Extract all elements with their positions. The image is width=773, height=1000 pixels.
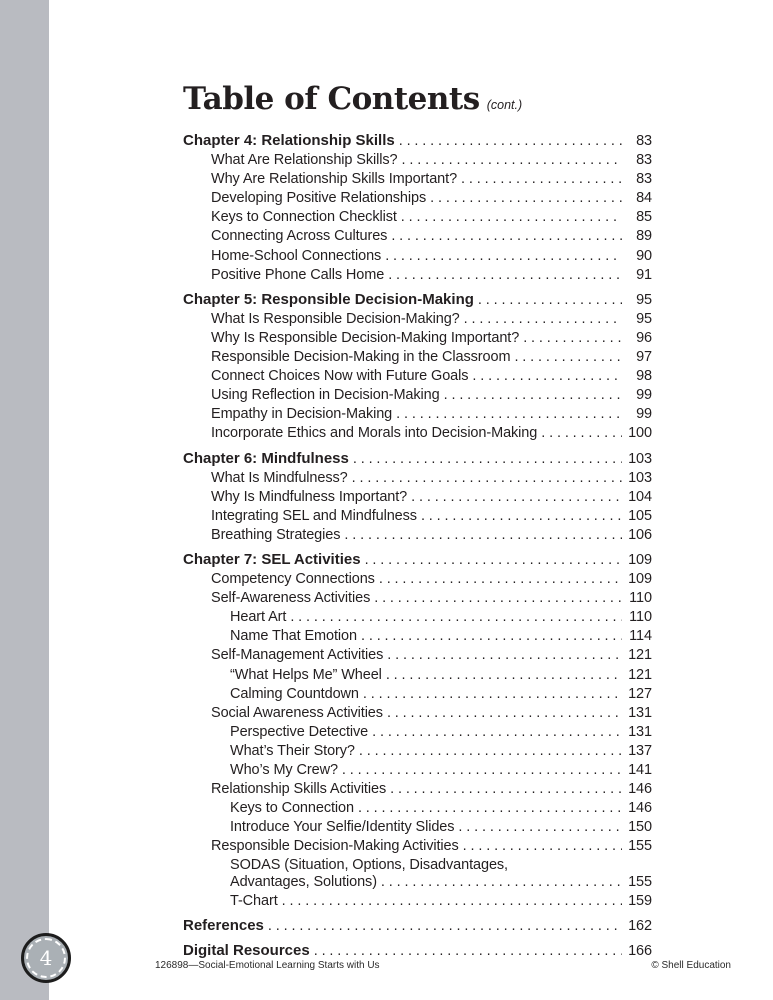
toc-entry-label: What Are Relationship Skills? (211, 152, 398, 169)
toc-entry-label: What Is Mindfulness? (211, 469, 348, 486)
toc-entry-page: 83 (636, 171, 652, 188)
toc-entry-page: 83 (636, 152, 652, 169)
toc-entry-label: Competency Connections (211, 571, 375, 588)
toc-entry-label: Responsible Decision-Making Activities (211, 838, 459, 855)
toc-entry (183, 266, 652, 285)
toc-entry-page: 95 (636, 291, 652, 308)
dot-leader (541, 424, 622, 443)
dot-leader (385, 247, 622, 266)
toc-entry (183, 761, 652, 780)
dot-leader (282, 892, 622, 911)
toc-entry-page: 97 (636, 349, 652, 366)
dot-leader (411, 488, 622, 507)
toc-entry-page: 99 (636, 406, 652, 423)
dot-leader (430, 189, 622, 208)
toc-entry-page: 110 (629, 590, 652, 607)
toc-entry-label: Using Reflection in Decision-Making (211, 387, 440, 404)
toc-entry-label: “What Helps Me” Wheel (230, 666, 382, 683)
dot-leader (353, 450, 622, 469)
toc-entry-label: Integrating SEL and Mindfulness (211, 507, 417, 524)
toc-entry (183, 170, 652, 189)
toc-entry-page: 104 (628, 488, 652, 505)
dot-leader (390, 780, 622, 799)
toc-entry-label: What’s Their Story? (230, 742, 355, 759)
toc-entry (183, 469, 652, 488)
toc-entry (183, 329, 652, 348)
toc-entry-label: Home-School Connections (211, 247, 382, 264)
toc-entry (183, 873, 652, 892)
toc-entry (183, 589, 652, 608)
toc-entry-page: 85 (636, 209, 652, 226)
toc-entry (183, 892, 652, 911)
toc-list (183, 131, 652, 961)
toc-entry-page: 103 (628, 469, 652, 486)
toc-entry-page: 159 (628, 893, 652, 910)
toc-entry-label: Why Are Relationship Skills Important? (211, 171, 458, 188)
toc-entry (183, 367, 652, 386)
toc-entry (183, 570, 652, 589)
toc-entry (183, 386, 652, 405)
toc-entry (183, 189, 652, 208)
dot-leader (514, 348, 622, 367)
toc-entry (183, 780, 652, 799)
toc-entry-page: 146 (628, 781, 652, 798)
dot-leader (391, 227, 622, 246)
toc-entry-label: Social Awareness Activities (211, 704, 383, 721)
toc-entry-label: Connecting Across Cultures (211, 228, 388, 245)
toc-entry (183, 151, 652, 170)
toc-entry (183, 608, 652, 627)
toc-entry-page: 106 (628, 526, 652, 543)
toc-entry-page: 91 (636, 266, 652, 283)
toc-entry-page: 109 (628, 571, 652, 588)
dot-leader (358, 799, 622, 818)
dot-leader (268, 917, 622, 936)
toc-entry (183, 837, 652, 856)
toc-entry (183, 799, 652, 818)
toc-entry (183, 227, 652, 246)
dot-leader (342, 761, 622, 780)
dot-leader (361, 627, 622, 646)
dot-leader (359, 742, 622, 761)
toc-entry-label: Digital Resources (183, 942, 310, 960)
toc-entry-page: 84 (636, 190, 652, 207)
toc-entry (183, 290, 652, 310)
toc-entry (183, 704, 652, 723)
toc-entry-label: T-Chart (230, 893, 278, 910)
toc-entry-label: Chapter 4: Relationship Skills (183, 132, 395, 149)
dot-leader (401, 208, 622, 227)
toc-entry-label: Keys to Connection Checklist (211, 209, 397, 226)
toc-entry-page: 155 (628, 838, 652, 855)
page-number-badge (21, 933, 71, 983)
toc-entry (183, 818, 652, 837)
toc-entry (183, 646, 652, 665)
toc-entry-label: Heart Art (230, 609, 287, 626)
toc-entry-page: 155 (628, 874, 652, 891)
toc-entry-page: 95 (636, 310, 652, 327)
dot-leader (379, 570, 622, 589)
toc-entry-label: Incorporate Ethics and Morals into Decision-Making (211, 425, 538, 442)
page-title-text: Table of Contents (183, 81, 480, 117)
toc-entry-page: 137 (628, 742, 652, 759)
toc-entry (183, 723, 652, 742)
toc-entry (183, 449, 652, 469)
toc-entry-label: Chapter 6: Mindfulness (183, 449, 349, 467)
toc-entry-label: Positive Phone Calls Home (211, 266, 385, 283)
toc-entry (183, 348, 652, 367)
toc-entry-page: 150 (628, 819, 652, 836)
dot-leader (363, 685, 622, 704)
toc-entry (183, 627, 652, 646)
toc-entry-page: 89 (636, 228, 652, 245)
dot-leader (372, 723, 622, 742)
toc-entry-page: 127 (628, 685, 652, 702)
dot-leader (444, 386, 622, 405)
toc-entry-label: Who’s My Crew? (230, 762, 338, 778)
toc-entry-page: 131 (628, 723, 652, 740)
toc-entry (183, 310, 652, 329)
toc-entry-label: Empathy in Decision-Making (211, 406, 393, 423)
dot-leader (386, 666, 622, 685)
toc-entry (183, 550, 652, 570)
toc-entry (183, 424, 652, 443)
toc-entry (183, 488, 652, 507)
page-number: 4 (39, 946, 53, 970)
toc-entry-page: 121 (628, 647, 652, 664)
toc-entry-label: Keys to Connection (230, 800, 354, 817)
toc-entry-page: 99 (636, 387, 652, 404)
dot-leader (399, 132, 622, 151)
toc-entry-label: Self-Management Activities (211, 647, 384, 664)
footer-publisher: © Shell Education (651, 960, 731, 971)
toc-entry-page: 96 (636, 329, 652, 346)
dot-leader (365, 551, 622, 570)
toc-entry (183, 247, 652, 266)
dot-leader (523, 329, 622, 348)
toc-entry (183, 405, 652, 424)
toc-entry (183, 742, 652, 761)
dot-leader (458, 818, 622, 837)
dot-leader (478, 291, 622, 310)
dot-leader (387, 646, 622, 665)
toc-entry-label: Why Is Responsible Decision-Making Important? (211, 329, 520, 346)
toc-entry-page: 141 (628, 762, 652, 778)
toc-entry (183, 666, 652, 685)
toc-entry-label: Developing Positive Relationships (211, 190, 427, 207)
toc-entry-page: 131 (628, 704, 652, 721)
toc-entry-label: What Is Responsible Decision-Making? (211, 310, 460, 327)
dot-leader (344, 526, 622, 545)
toc-entry-label: Connect Choices Now with Future Goals (211, 368, 469, 385)
dot-leader (381, 873, 622, 892)
page-title (183, 82, 652, 122)
dot-leader (388, 266, 622, 285)
toc-entry-page: 83 (636, 133, 652, 149)
toc-entry-label: Breathing Strategies (211, 526, 341, 543)
toc-entry-page: 146 (628, 800, 652, 817)
page-footer (0, 958, 773, 974)
toc-entry-page: 166 (628, 943, 652, 960)
dot-leader (421, 507, 622, 526)
toc-entry-page: 110 (629, 609, 652, 626)
toc-entry-page: 103 (628, 450, 652, 467)
toc-entry (183, 526, 652, 545)
dot-leader (402, 151, 623, 170)
toc-entry-page: 100 (628, 425, 652, 442)
dot-leader (461, 170, 622, 189)
dot-leader (290, 608, 622, 627)
toc-entry (183, 916, 652, 936)
toc-entry-page: 162 (628, 918, 652, 935)
toc-page-content (183, 82, 652, 961)
dot-leader (352, 469, 622, 488)
toc-entry-label: Advantages, Solutions) (230, 874, 377, 891)
toc-entry-label: Why Is Mindfulness Important? (211, 488, 408, 505)
dot-leader (463, 837, 622, 856)
toc-entry-label: Introduce Your Selfie/Identity Slides (230, 819, 455, 836)
toc-entry-label: Self-Awareness Activities (211, 590, 371, 607)
toc-entry (183, 208, 652, 227)
toc-entry-label: Chapter 7: SEL Activities (183, 550, 361, 568)
dot-leader (374, 589, 622, 608)
toc-entry-page: 121 (628, 666, 652, 683)
toc-entry-label: Calming Countdown (230, 685, 359, 702)
toc-entry (183, 685, 652, 704)
toc-entry-label: Relationship Skills Activities (211, 781, 387, 798)
toc-entry-label: SODAS (Situation, Options, Disadvantages, (230, 857, 508, 874)
toc-entry-page: 109 (628, 551, 652, 568)
toc-entry-page: 105 (628, 507, 652, 524)
toc-entry-label: Name That Emotion (230, 628, 357, 645)
toc-entry-label: References (183, 917, 264, 935)
footer-book-id: 126898—Social-Emotional Learning Starts with Us (155, 960, 380, 971)
left-edge-bar (0, 0, 49, 1000)
toc-entry-label: Chapter 5: Responsible Decision-Making (183, 290, 474, 308)
page-title-cont-label: (cont.) (486, 98, 523, 112)
toc-entry-label: Perspective Detective (230, 723, 369, 740)
toc-entry-page: 114 (629, 628, 652, 645)
toc-entry (183, 507, 652, 526)
dot-leader (387, 704, 622, 723)
toc-entry-page: 90 (636, 247, 652, 264)
toc-entry-label: Responsible Decision-Making in the Classroom (211, 349, 511, 366)
toc-entry-page: 98 (636, 368, 652, 385)
toc-entry (183, 131, 652, 151)
dot-leader (464, 310, 622, 329)
dot-leader (472, 367, 622, 386)
dot-leader (396, 405, 622, 424)
